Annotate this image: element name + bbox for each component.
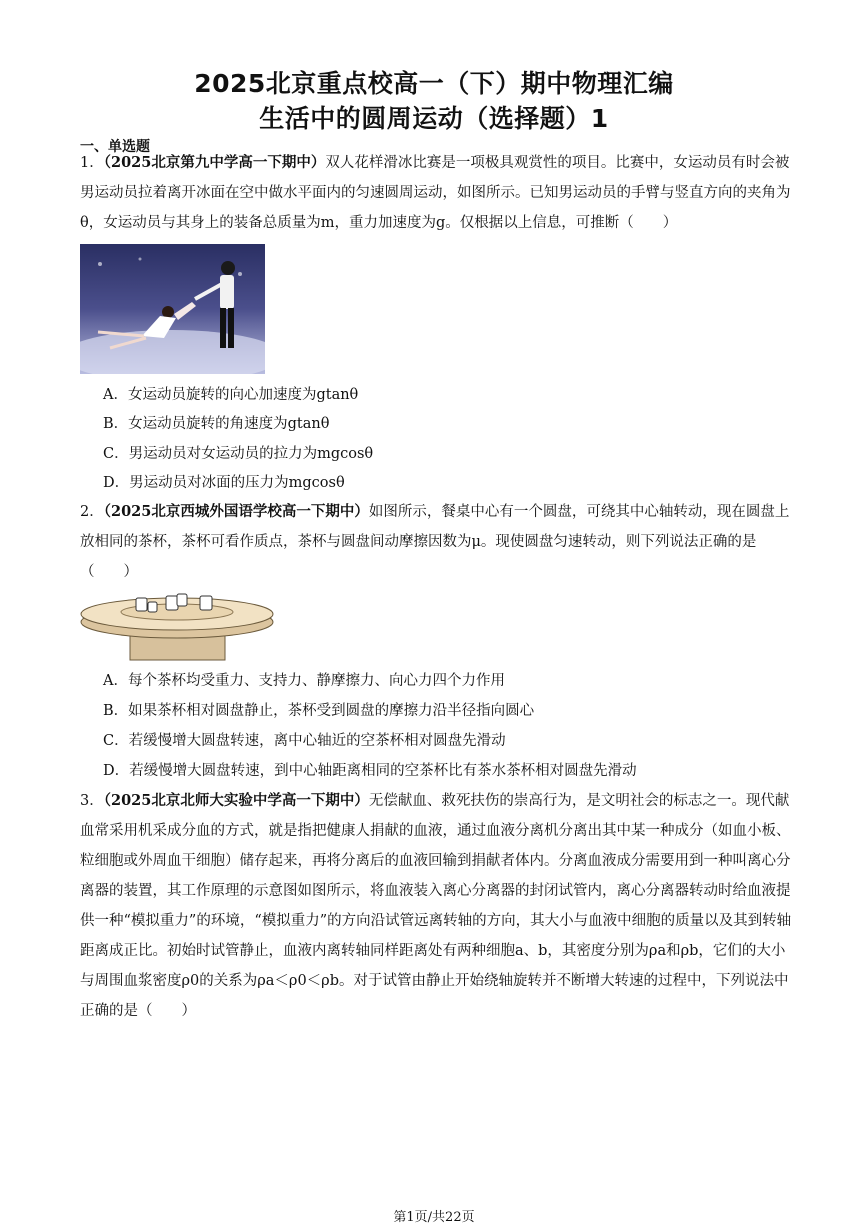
page-footer: 第1页/共22页 (393, 1210, 475, 1225)
page-title: 2025北京重点校高一（下）期中物理汇编 (194, 69, 674, 98)
section-heading: 一、单选题 (80, 139, 150, 155)
question-1-source: （2025北京第九中学高一下期中） (103, 154, 326, 171)
question-2-text: 如图所示，餐桌中心有一个圆盘，可绕其中心轴转动，现在圆盘上放相同的茶杯，茶杯可看作质点，茶杯与圆盘间动摩擦因数为μ。现使圆盘匀速转动，则下列说法正确的是（ ） (80, 504, 790, 580)
question-2-number: 2． (80, 504, 104, 520)
question-1-option-c: C．男运动员对女运动员的拉力为mgcosθ (103, 446, 374, 462)
question-3 (80, 786, 792, 1026)
question-3-number: 3． (80, 793, 104, 809)
question-1 (80, 148, 792, 238)
question-2-option-c: C．若缓慢增大圆盘转速，离中心轴近的空茶杯相对圆盘先滑动 (103, 733, 506, 749)
question-2-source: （2025北京西城外国语学校高一下期中） (103, 503, 369, 520)
rotating-table-figure (80, 590, 275, 662)
question-1-text: 双人花样滑冰比赛是一项极具观赏性的项目。比赛中，女运动员有时会被男运动员拉着离开冰面在空中做水平面内的匀速圆周运动，如图所示。已知男运动员的手臂与竖直方向的夹角为θ，女运动员与其身上的装备总质量为m，重力加速度为g。仅根据以上信息，可推断（ ） (80, 155, 791, 231)
question-1-option-b: B．女运动员旋转的角速度为gtanθ (103, 416, 330, 432)
question-2-option-a: A．每个茶杯均受重力、支持力、静摩擦力、向心力四个力作用 (103, 673, 505, 689)
question-3-text: 无偿献血、救死扶伤的崇高行为，是文明社会的标志之一。现代献血常采用机采成分血的方式，就是指把健康人捐献的血液，通过血液分离机分离出其中某一种成分（如血小板、粒细胞或外周血干细胞）储存起来，再将分离后的血液回输到捐献者体内。分离血液成分需要用到一种叫离心分离器的装置，其工作原理的示意图如图所示，将血液装入离心分离器的封闭试管内，离心分离器转动时给血液提供一种“模拟重力”的环境，“模拟重力”的方向沿试管远离转轴的方向，其大小与血液中细胞的质量以及其到转轴距离成正比。初始时试管静止，血液内离转轴同样距离处有两种细胞a、b，其密度分别为ρa和ρb，它们的大小与周围血浆密度ρ0的关系为ρa＜ρ0＜ρb。对于试管由静止开始绕轴旋转并不断增大转速的过程中，下列说法中正确的是（ ） (80, 793, 792, 1019)
question-1-option-a: A．女运动员旋转的向心加速度为gtanθ (103, 387, 359, 403)
question-1-option-d: D．男运动员对冰面的压力为mgcosθ (103, 475, 345, 491)
page-subtitle: 生活中的圆周运动（选择题）1 (259, 104, 609, 133)
figure-skating-photo (80, 244, 265, 374)
question-2-option-b: B．如果茶杯相对圆盘静止，茶杯受到圆盘的摩擦力沿半径指向圆心 (103, 703, 535, 719)
question-2 (80, 497, 792, 587)
question-2-option-d: D．若缓慢增大圆盘转速，到中心轴距离相同的空茶杯比有茶水茶杯相对圆盘先滑动 (103, 763, 637, 779)
question-3-source: （2025北京北师大实验中学高一下期中） (103, 792, 369, 809)
question-1-number: 1． (80, 155, 104, 171)
